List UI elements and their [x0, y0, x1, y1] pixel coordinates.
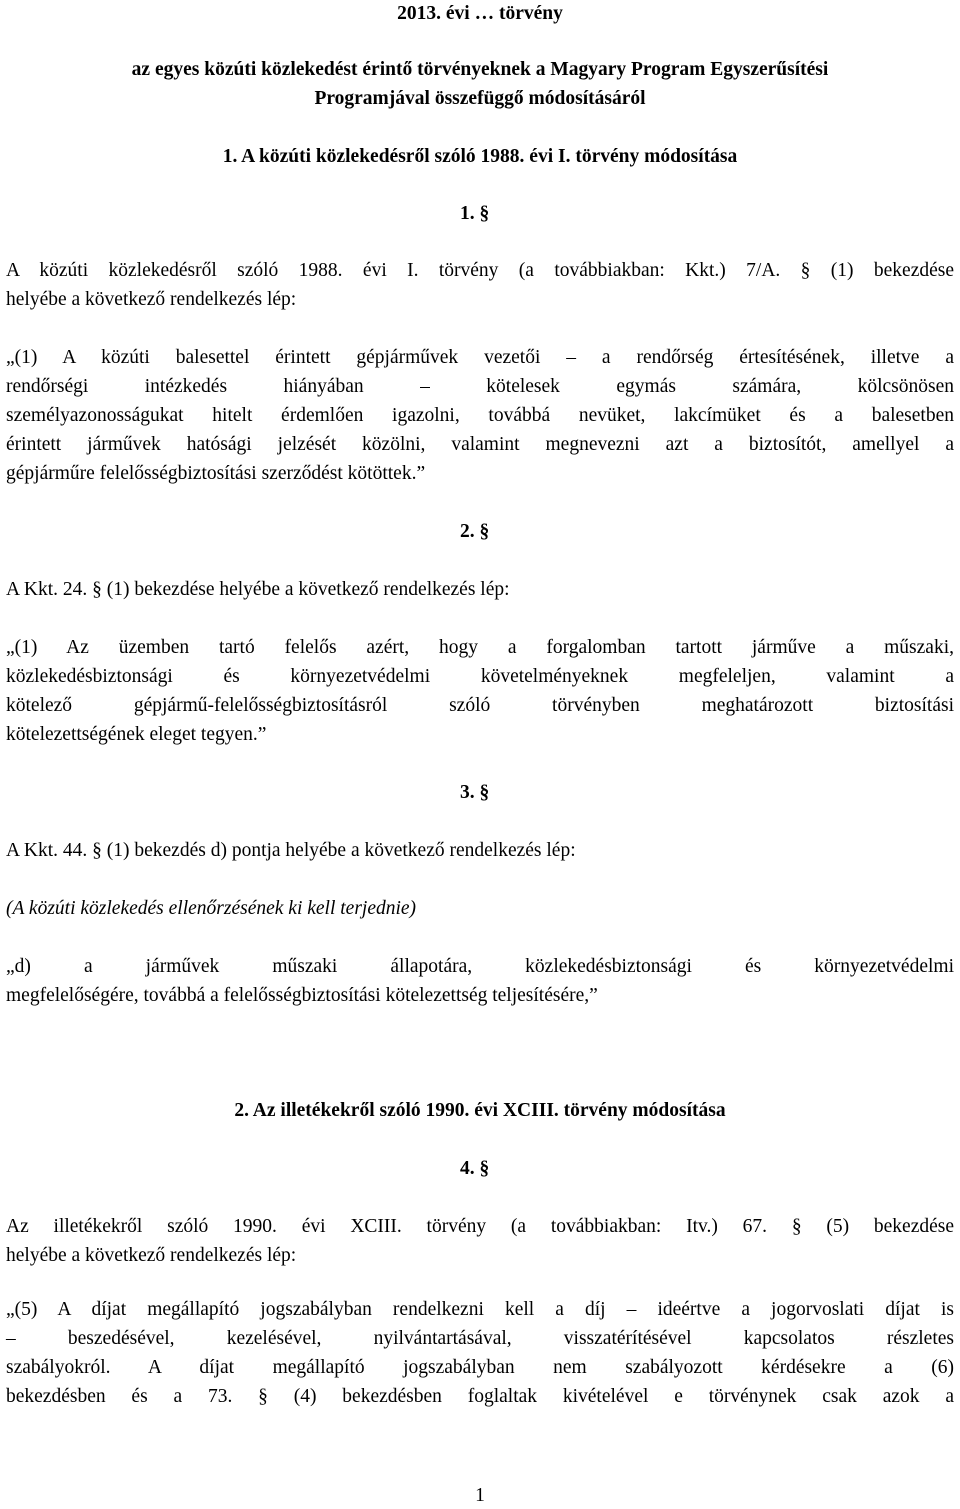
section-1-heading: 1. § — [460, 203, 490, 224]
section-1-text-line-1: „(1) A közúti balesettel érintett gépjárművek vezetői – a rendőrség értesítésének, illetve a — [6, 347, 954, 368]
section-3-intro: A Kkt. 44. § (1) bekezdés d) pontja helyébe a következő rendelkezés lép: — [6, 840, 576, 861]
section-4-intro-line-2: helyébe a következő rendelkezés lép: — [6, 1245, 297, 1266]
section-4-text-line-4: bekezdésben és a 73. § (4) bekezdésben foglaltak kivételével e törvénynek csak azok a — [6, 1386, 954, 1407]
section-3-heading: 3. § — [460, 782, 490, 803]
section-2-heading: 2. § — [460, 521, 490, 542]
page-number: 1 — [475, 1485, 485, 1506]
section-4-heading: 4. § — [460, 1158, 490, 1179]
section-1-text-line-3: személyazonosságukat hitelt érdemlően igazolni, továbbá nevüket, lakcímüket és a balesetben — [6, 405, 954, 426]
document-subtitle-line-2: Programjával összefüggő módosításáról — [314, 88, 646, 109]
section-1-text-line-4: érintett járművek hatósági jelzését közölni, valamint megnevezni azt a biztosítót, amellyel a — [6, 434, 954, 455]
section-1-intro-line-1: A közúti közlekedésről szóló 1988. évi I. törvény (a továbbiakban: Kkt.) 7/A. § (1) bekezdése — [6, 260, 954, 281]
section-1-text-line-5: gépjárműre felelősségbiztosítási szerződést kötöttek.” — [6, 463, 426, 484]
part-1-heading: 1. A közúti közlekedésről szóló 1988. évi I. törvény módosítása — [222, 146, 738, 167]
document-subtitle-line-1: az egyes közúti közlekedést érintő törvényeknek a Magyary Program Egyszerűsítési — [131, 59, 829, 80]
section-2-text-line-3: kötelező gépjármű-felelősségbiztosításról szóló törvényben meghatározott biztosítási — [6, 695, 954, 716]
section-2-text-line-4: kötelezettségének eleget tegyen.” — [6, 724, 267, 745]
section-4-text-line-1: „(5) A díjat megállapító jogszabályban rendelkezni kell a díj – ideértve a jogorvoslati díjat is — [6, 1299, 954, 1320]
section-2-text-line-2: közlekedésbiztonsági és környezetvédelmi követelményeknek megfeleljen, valamint a — [6, 666, 954, 687]
section-2-text-line-1: „(1) Az üzemben tartó felelős azért, hogy a forgalomban tartott járműve a műszaki, — [6, 637, 954, 658]
section-3-context: (A közúti közlekedés ellenőrzésének ki kell terjednie) — [6, 898, 417, 919]
document-title: 2013. évi … törvény — [397, 3, 563, 24]
section-4-text-line-3: szabályokról. A díjat megállapító jogszabályban nem szabályozott kérdésekre a (6) — [6, 1357, 954, 1378]
section-3-text-line-2: megfelelőségére, továbbá a felelősségbiztosítási kötelezettség teljesítésére,” — [6, 985, 598, 1006]
section-1-intro-line-2: helyébe a következő rendelkezés lép: — [6, 289, 297, 310]
section-2-intro: A Kkt. 24. § (1) bekezdése helyébe a következő rendelkezés lép: — [6, 579, 510, 600]
section-4-text-line-2: – beszedésével, kezelésével, nyilvántartásával, visszatérítésével kapcsolatos részletes — [6, 1328, 954, 1349]
section-1-text-line-2: rendőrségi intézkedés hiányában – kötelesek egymás számára, kölcsönösen — [6, 376, 954, 397]
part-2-heading: 2. Az illetékekről szóló 1990. évi XCIII. törvény módosítása — [234, 1100, 726, 1121]
section-4-intro-line-1: Az illetékekről szóló 1990. évi XCIII. törvény (a továbbiakban: Itv.) 67. § (5) bekezdése — [6, 1216, 954, 1237]
section-3-text-line-1: „d) a járművek műszaki állapotára, közlekedésbiztonsági és környezetvédelmi — [6, 956, 954, 977]
